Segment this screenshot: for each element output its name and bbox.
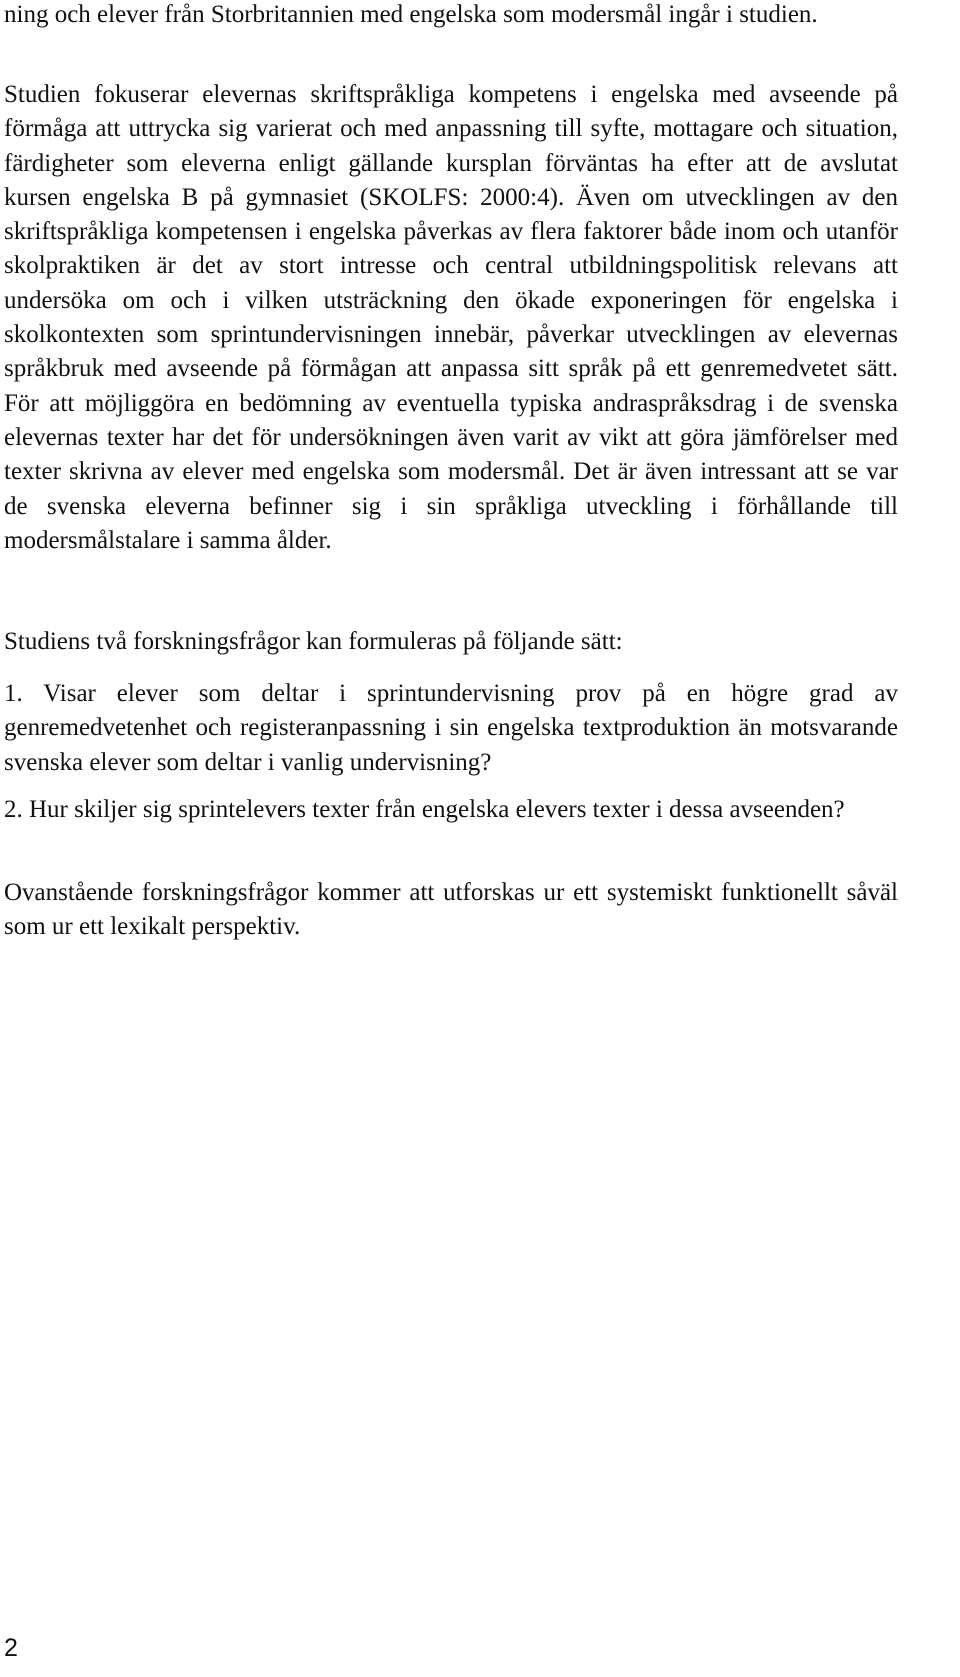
page-number: 2 bbox=[4, 1634, 18, 1662]
research-question-1: 1. Visar elever som deltar i sprintundervisning prov på en högre grad av genremedvetenhet och registeranpassning i sin engelska textproduktion än motsvarande svenska elever som deltar i vanlig undervisning? bbox=[4, 680, 898, 776]
paragraph-research-questions-intro: Studiens två forskningsfrågor kan formuleras på följande sätt: bbox=[4, 628, 623, 655]
research-question-2: 2. Hur skiljer sig sprintelevers texter från engelska elevers texter i dessa avseenden? bbox=[4, 796, 845, 823]
paragraph-study-focus: Studien fokuserar elevernas skriftspråkliga kompetens i engelska med avseende på förmåga att uttrycka sig varierat och med anpassning till syfte, mottagare och situation, färdigheter som eleverna enligt gällande kursplan förväntas ha efter att de avslutat kursen engelska B på gymnasiet (SKOLFS: 2000:4). Även om utvecklingen av den skriftspråkliga kompetensen i engelska påverkas av flera faktorer både inom och utanför skolpraktiken är det av stort intresse och central utbildningspolitisk relevans att undersöka om och i vilken utsträckning den ökade exponeringen för engelska i skolkontexten som sprintundervisningen innebär, påverkar utvecklingen av elevernas språkbruk med avseende på förmågan att anpassa sitt språk på ett genremedvetet sätt. För att möjliggöra en bedömning av eventuella typiska andraspråksdrag i de svenska elevernas texter har det för undersökningen även varit av vikt att göra jämförelser med texter skrivna av elever med engelska som modersmål. Det är även intressant att se var de svenska eleverna befinner sig i sin språkliga utveckling i förhållande till modersmålstalare i samma ålder. bbox=[4, 81, 898, 554]
paragraph-intro-continuation: ning och elever från Storbritannien med engelska som modersmål ingår i studien. bbox=[4, 1, 818, 28]
paragraph-closing: Ovanstående forskningsfrågor kommer att utforskas ur ett systemiskt funktionellt såväl som ur ett lexikalt perspektiv. bbox=[4, 879, 898, 941]
